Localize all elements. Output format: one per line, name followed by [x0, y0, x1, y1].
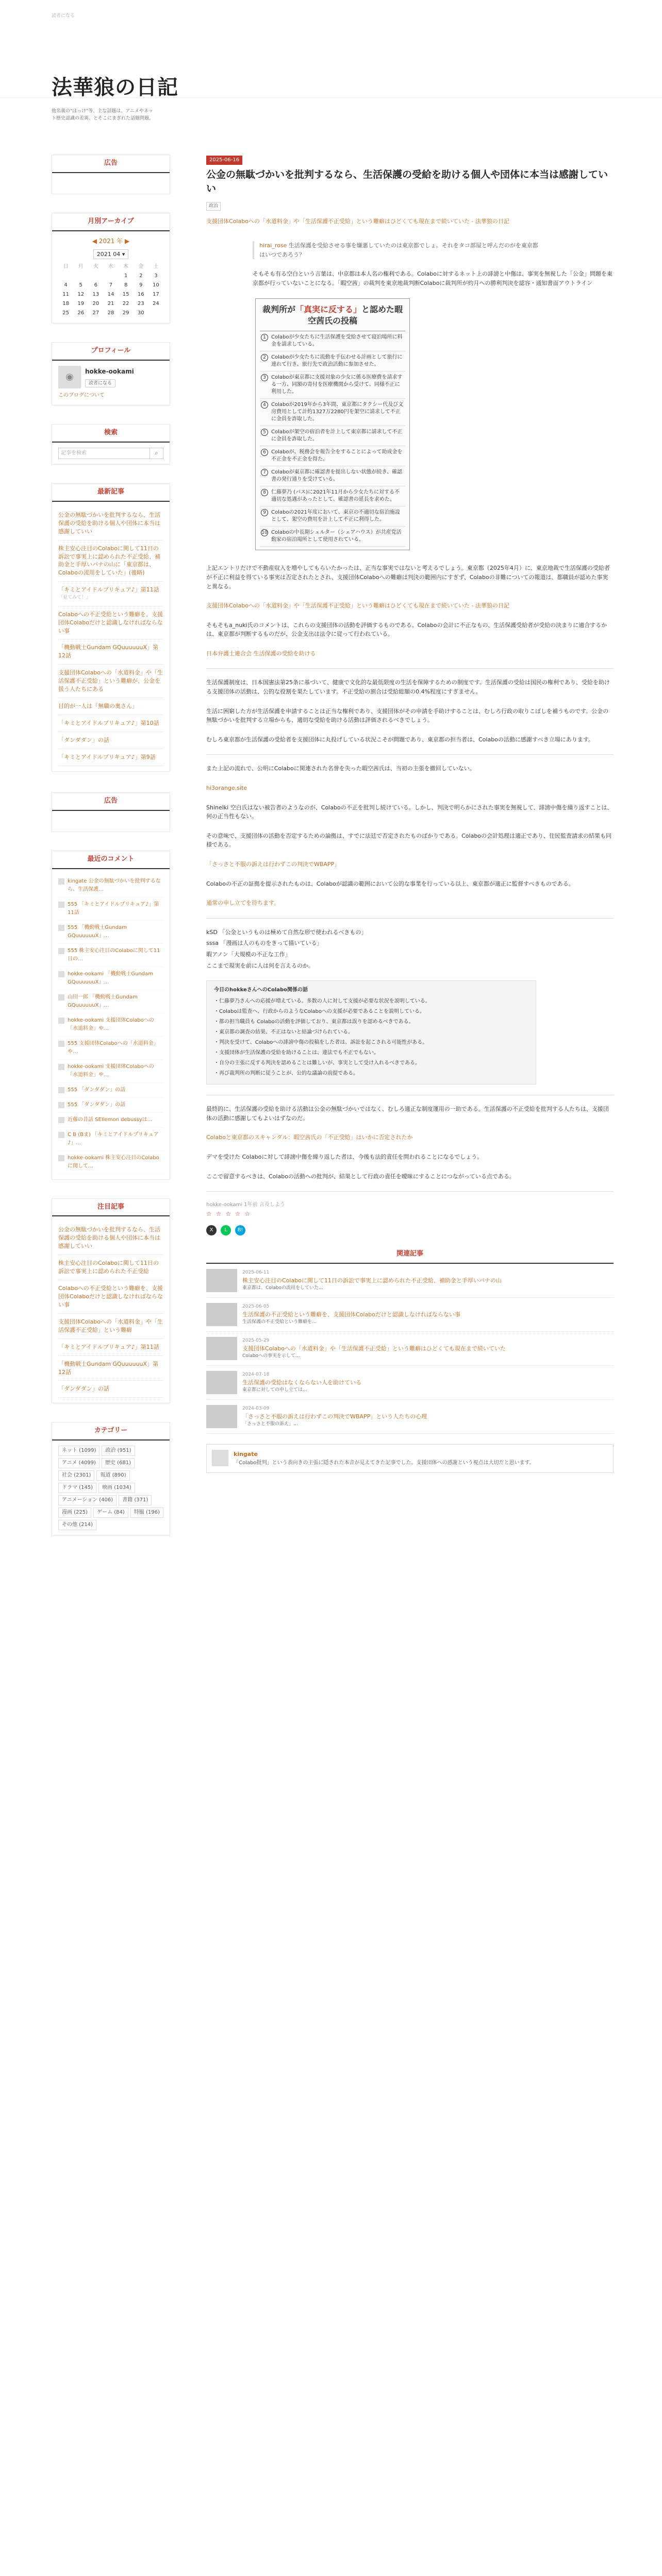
- figure-item: [260, 466, 405, 486]
- paragraph-15: 最終的に、生活保護の受給を助ける活動は公金の無駄づかいではなく、むしろ適正な制度運用の一助である。生活保護の不正受給を批判する人たちは、支援団体の活動に感謝してもよいはずなのだ。: [206, 1106, 609, 1122]
- related-thumbnail[interactable]: [206, 1371, 237, 1394]
- related-entry[interactable]: [206, 1264, 614, 1298]
- comment-user-icon: [58, 1018, 64, 1024]
- figure-item: [260, 351, 405, 371]
- archive-select[interactable]: [58, 249, 163, 260]
- site-description: 他名義の"ほっけ"等、主な話題は、アニメやネット歴史認識の差異、とそこにまぎれた話題問題。: [52, 109, 154, 121]
- calendar-weekday: 木: [123, 264, 129, 270]
- latest-title: 最新記事: [52, 484, 170, 502]
- link-1[interactable]: 支援団体Colaboへの「水道料金」や「生活保護不正受給」という難癖はひどくても現在まで続いていた - 法華狼の日記: [206, 602, 509, 609]
- popular-entry-link[interactable]: 支援団体Colaboへの「水道料金」や「生活保護不正受給」という難癖: [58, 1318, 163, 1333]
- calendar-day[interactable]: 6: [94, 282, 98, 289]
- category-link[interactable]: ドラマ (145): [58, 1483, 96, 1493]
- figure-head-part1: 裁判所が: [262, 304, 295, 314]
- category-link[interactable]: アニメーション (406): [58, 1495, 117, 1505]
- paragraph-17: ここで留意するべきは、Colaboの活動への批判が、結果として行政の責任を曖昧にすることにつながっている点である。: [206, 1173, 515, 1180]
- paragraph-3: そもそもa_nuki氏のコメントは、これらの支援団体の活動を評価するものである。Colaboの会計に不正なもの、生活保護受給者が受給の決まりに適合するかは、東京都が判断するものだが、公金支出は法令に従って行われている。: [206, 621, 607, 638]
- category-link[interactable]: 漫画 (225): [58, 1507, 91, 1518]
- figure-item-number: 3: [261, 374, 268, 381]
- figure-item: [260, 527, 405, 547]
- figure-item-number: 2: [261, 354, 268, 361]
- figure-item-text: Colaboが、税務会を報告全をすることによって助成金を不正金を不正金を得た。: [271, 449, 403, 463]
- ad-box: [52, 155, 170, 194]
- figure-item-number: 1: [261, 334, 268, 341]
- hatena-bookmark-icon[interactable]: B!: [235, 1225, 245, 1235]
- latest-list: [52, 502, 170, 771]
- calendar-day[interactable]: 1: [124, 273, 128, 279]
- figure-item-text: Colaboの中長期シェルター（シェアハウス）が共産党活動家の宿泊場所として使用されている。: [271, 530, 402, 543]
- figure-head-part2: と認めた暇空茜氏の投稿: [307, 304, 403, 326]
- categories-box: [52, 1422, 170, 1536]
- comment-user-icon: [58, 1155, 64, 1161]
- summary-list: [214, 996, 528, 1079]
- calendar-day[interactable]: 29: [122, 310, 129, 316]
- category-grid: [58, 1446, 163, 1530]
- latest-entry-link[interactable]: Colaboへの不正受給という難癖を、支援団体Colaboだけと認識しなければならない事: [58, 611, 163, 634]
- summary-item: ・再び裁判所の判断に従うことが、公的な議論の前提である。: [214, 1071, 358, 1077]
- share-buttons: [206, 1225, 614, 1235]
- sidebar: [52, 155, 170, 1554]
- search-title: 検索: [52, 425, 170, 443]
- comment-user-icon: [58, 1117, 64, 1123]
- lead-link[interactable]: 支援団体Colaboへの「水道料金」や「生活保護不正受給」という難癖はひどくても現在まで続いていた - 法華狼の日記: [206, 217, 509, 225]
- calendar-day[interactable]: 7: [109, 282, 113, 289]
- calendar-weekday: 土: [153, 264, 159, 270]
- related-title-link[interactable]: 支援団体Colaboへの「水道料金」や「生活保護不正受給」という難癖はひどくても現在まで続いていた: [242, 1345, 506, 1352]
- comment-avatar[interactable]: [212, 1450, 228, 1466]
- figure-item-number: 5: [261, 429, 268, 436]
- related-title-link[interactable]: 「さっさと不服の訴えは行わずこの判決でWBAPP」という人たちの心理: [242, 1413, 427, 1420]
- quote-block: [253, 241, 541, 259]
- calendar-day[interactable]: 10: [153, 282, 159, 289]
- related-date: 2024-07-18: [242, 1372, 270, 1378]
- site-header: [0, 0, 662, 121]
- calendar-day[interactable]: 14: [107, 292, 114, 298]
- comment-user-icon: [58, 971, 64, 977]
- profile-name[interactable]: hokke-ookami: [85, 368, 134, 376]
- popular-entry: [58, 1314, 163, 1339]
- calendar-day[interactable]: 19: [77, 301, 85, 307]
- calendar-day[interactable]: 11: [62, 292, 69, 298]
- figure-item: [260, 446, 405, 466]
- comment-user-icon: [58, 1102, 64, 1108]
- calendar-day[interactable]: 23: [137, 301, 144, 307]
- figure-item-text: Colaboが東京都に確認書を提出しない状態が続き、確認書の発行通りを受けている。: [271, 469, 403, 483]
- category-link[interactable]: 政治 (951): [102, 1446, 135, 1456]
- popular-entry: [58, 1222, 163, 1255]
- recent-comment[interactable]: [58, 897, 163, 921]
- related-list: [206, 1264, 614, 1434]
- category-link[interactable]: ネット (1099): [58, 1446, 100, 1456]
- figure-item-number: 8: [261, 489, 268, 496]
- archive-title: 月別アーカイブ: [52, 213, 170, 231]
- latest-entry-link[interactable]: 公金の無駄づかいを批判するなら、生活保護の受給を助ける個人や団体に本当は感謝していい: [58, 511, 160, 535]
- category-link[interactable]: その他 (214): [58, 1520, 96, 1530]
- summary-item: ・東京都の調査の結果、不正はないと結論づけられている。: [214, 1029, 353, 1036]
- popular-box: [52, 1198, 170, 1404]
- popular-title: 注目記事: [52, 1199, 170, 1217]
- summary-item: ・仁藤夢乃さんへの応援が増えている。多数の人に対して支援が必要な状況を説明している。: [214, 998, 431, 1005]
- calendar-day: [58, 272, 73, 281]
- calendar-day[interactable]: 18: [62, 301, 69, 307]
- recent-comment[interactable]: [58, 967, 163, 990]
- recent-comment-text[interactable]: 555 株主安心注目のColaboに関して11日の…: [68, 947, 160, 962]
- ad-area-2: [52, 811, 170, 832]
- related-excerpt: 生活保護の不正受給という難癖を…: [242, 1319, 317, 1325]
- quote-text: 生活保護を受給させる事を嫌悪していたのは東京都でしょ。それをタコ部屋と呼んだのがを東京都はいつであろう？: [259, 242, 538, 258]
- popular-entry: [58, 1255, 163, 1280]
- latest-entry-link[interactable]: 株主安心注目のColaboに関して11日の訴訟で事実上に認められた不正受給、補助金と手厚いパナの山に「東京都は、Colaboの流用をしていた」(後略): [58, 545, 160, 577]
- calendar-day[interactable]: 30: [137, 310, 144, 316]
- search-input[interactable]: 記事を検索: [58, 448, 150, 459]
- divider-5: [206, 1191, 614, 1192]
- summary-item: ・判決を受けて、Colaboへの誹謗中傷の投稿をした者は、訴訟を起こされる可能性がある。: [214, 1040, 428, 1046]
- figure-item: [260, 486, 405, 506]
- category-link[interactable]: 映画 (1034): [98, 1483, 135, 1493]
- paragraph-12: sssa 「漫画は人のものをきって描いている」: [206, 940, 323, 947]
- site-title[interactable]: 法華狼の日記: [52, 76, 178, 99]
- popular-entry-link[interactable]: Colaboへの不正受給という難癖を、支援団体Colaboだけと認識しなければならない事: [58, 1284, 163, 1308]
- comments-box: [52, 851, 170, 1180]
- recent-comment-text[interactable]: hokke-ookami 支援団体Colaboへの「水道料金」や…: [68, 1017, 154, 1031]
- figure-item: [260, 506, 405, 527]
- paragraph-6: むしろ東京都が生活保護の受給者を支援団体に丸投げしている状況こそが問題であり、東京都の担当者は、Colaboの活動に感謝すべき立場にあります。: [206, 736, 594, 743]
- recent-comment[interactable]: [58, 1083, 163, 1098]
- related-excerpt: 東京都は、Colaboの流用をしていた…: [242, 1285, 324, 1291]
- related-excerpt: 「さっさと不服の訴え」…: [242, 1421, 299, 1427]
- comment-user-icon: [58, 1132, 64, 1138]
- link-6[interactable]: Colaboと東京都のスキャンダル：暇空茜氏の「不正受給」はいかに否定されたか: [206, 1134, 413, 1141]
- latest-entry: [58, 732, 163, 749]
- recent-comment-text[interactable]: 555 「ダンダダン」の話: [68, 1087, 126, 1093]
- related-date: 2024-03-09: [242, 1406, 270, 1412]
- related-date: 2025-06-05: [242, 1304, 270, 1310]
- search-box: [52, 424, 170, 465]
- latest-entry: [58, 582, 163, 606]
- category-tag[interactable]: 政治: [206, 202, 221, 210]
- latest-entry: [58, 507, 163, 540]
- recent-comment[interactable]: [58, 1151, 163, 1174]
- star-rating[interactable]: ☆ ☆ ☆ ☆ ☆: [206, 1210, 252, 1218]
- recent-comment[interactable]: [58, 1060, 163, 1083]
- calendar-day[interactable]: 15: [122, 292, 129, 298]
- recent-comment-text[interactable]: 555 支援団体Colaboへの「水道料金」や…: [68, 1040, 159, 1055]
- calendar-day: [88, 272, 103, 281]
- calendar-day: [73, 272, 88, 281]
- related-title-link[interactable]: 生活保護の不正受給という難癖を、支援団体Colaboだけと認識しなければならない事: [242, 1311, 460, 1318]
- calendar-day[interactable]: 25: [62, 310, 69, 316]
- related-excerpt: 東京都に対しての申し立ては…: [242, 1387, 308, 1393]
- related-thumbnail[interactable]: [206, 1303, 237, 1326]
- related-title-link[interactable]: 株主安心注目のColaboに関して11日の訴訟で事実上に認められた不正受給、補助金と手厚いパナの山: [242, 1277, 502, 1284]
- comment-author[interactable]: kingate: [234, 1451, 258, 1458]
- line-share-icon[interactable]: L: [221, 1225, 231, 1235]
- comment: [206, 1444, 614, 1473]
- link-2[interactable]: 日本弁護士連合会 生活保護の受給を助ける: [206, 650, 316, 657]
- comment-user-icon: [58, 948, 64, 954]
- popular-entry-link[interactable]: 「ダンダダン」の話: [58, 1385, 109, 1393]
- paragraph-11: kSD 「公金というものは極めて自然な形で使われるべきもの」: [206, 928, 367, 936]
- recent-comment[interactable]: [58, 944, 163, 967]
- comment-user-icon: [58, 925, 64, 931]
- recent-comment-text[interactable]: hokke-ookami 「機動戦士Gundam GQuuuuuuX」…: [68, 971, 153, 985]
- category-link[interactable]: 書籍 (371): [119, 1495, 152, 1505]
- recent-comment-text[interactable]: C B (Bま) 「キミとアイドルプリキュア♪」…: [68, 1131, 159, 1146]
- latest-entry: [58, 665, 163, 698]
- figure-item-number: 10: [261, 529, 268, 536]
- categories-title: カテゴリー: [52, 1422, 170, 1440]
- related-body: [242, 1269, 502, 1292]
- calendar-weekday: 日: [63, 264, 69, 270]
- related-body: [242, 1371, 361, 1394]
- category-link[interactable]: ゲーム (84): [93, 1507, 128, 1518]
- calendar-day[interactable]: 5: [79, 282, 82, 289]
- recent-comment[interactable]: [58, 874, 163, 897]
- related-thumbnail[interactable]: [206, 1337, 237, 1360]
- ad-title-2: 広告: [52, 793, 170, 811]
- popular-entry-link[interactable]: 株主安心注目のColaboに関して11日の訴訟で事実上に認められた不正受給: [58, 1260, 159, 1275]
- related-date: 2025-06-11: [242, 1270, 270, 1276]
- archive-box: [52, 213, 170, 324]
- latest-entry: [58, 715, 163, 732]
- calendar-day[interactable]: 9: [139, 282, 143, 289]
- calendar-day[interactable]: 26: [77, 310, 85, 316]
- calendar-day[interactable]: 21: [107, 301, 114, 307]
- paragraph-8: Shinelki 空白氏はない被告者のようなのが、Colaboの不正を批判し続けている。しかし、判決で明らかにされた事実を無視して、誹謗中傷を繰り返すことは、何の正当性もない。: [206, 804, 613, 820]
- category-link[interactable]: 報道 (890): [96, 1470, 129, 1481]
- calendar-day[interactable]: 12: [77, 292, 85, 298]
- comments-list: [52, 869, 170, 1179]
- figure-item-number: 6: [261, 449, 268, 456]
- related-thumbnail[interactable]: [206, 1405, 237, 1428]
- summary-item: ・都の担当職員も Colaboの活動を評価しており、東京都は誤りを認めるべきである。: [214, 1019, 414, 1025]
- calendar-day: [103, 272, 118, 281]
- latest-entry-link[interactable]: 支援団体Colaboへの「水道料金」や「生活保護不正受給」という難癖が、公金を扱う人たちにある: [58, 669, 163, 693]
- paragraph-10: Colaboの不正の証拠を提示されたものは、Colaboが認識の範囲において公的な事業を行っている以上、東京都が適正に監督すべきものである。: [206, 880, 574, 887]
- popular-entry-link[interactable]: 「機動戦士Gundam GQuuuuuuX」第12話: [58, 1360, 158, 1376]
- follow-button[interactable]: 読者になる: [85, 379, 115, 387]
- paragraph-9: その意味で、支援団体の活動を否定するための論拠は、すでに法廷で否定されたものばかりである。Colaboの会計処理は適正であり、住民監査請求の結果も同様である。: [206, 832, 612, 849]
- figure-item-text: Colaboが少女たちに生活保護を受給させて寝泊場所に料金を請求している。: [271, 334, 403, 348]
- calendar: [58, 262, 163, 318]
- figure-item-number: 9: [261, 509, 268, 516]
- paragraph-13: 暇アノン「大規模の不正な工作」: [206, 951, 291, 958]
- figure-item-number: 4: [261, 401, 268, 409]
- figure-item: [260, 331, 405, 351]
- comments-title: 最近のコメント: [52, 851, 170, 869]
- latest-entry-link[interactable]: 目的が一人は「無職の奥さん」: [58, 703, 138, 710]
- recent-comment-text[interactable]: kingate 公金の無駄づかいを批判するなら、生活保護…: [68, 878, 161, 892]
- recent-comment-text[interactable]: hokke-ookami 支援団体Colaboへの「水道料金」や…: [68, 1063, 154, 1078]
- paragraph-2: 上記エントリだけで不動産収入を増やしてもらいたかったは、正当な事実ではないと考えるでしょう。東京都（2025年4月）に、東京地裁で生活保護の受給者が不正に利益を得ている事実は否定されたとされ、支援団体Colaboへの難癖は判決の範囲内にすぎず、Colaboの非難についての報道は、都職員が認めた事実と異なる。: [206, 565, 610, 590]
- latest-box: [52, 483, 170, 772]
- latest-entry-meta: 「見てみて！」: [58, 595, 91, 601]
- about-link[interactable]: このブログについて: [58, 393, 105, 399]
- latest-entry: [58, 540, 163, 582]
- ruling-figure: [255, 298, 410, 551]
- figure-item: [260, 399, 405, 426]
- popular-entry-link[interactable]: 「キミとアイドルプリキュア♪」第11話: [58, 1343, 159, 1350]
- figure-items: [260, 331, 405, 547]
- recent-comment[interactable]: [58, 1098, 163, 1113]
- recent-comment[interactable]: [58, 921, 163, 944]
- figure-item-text: Colaboの2021年度において、東京の不適切な宿泊施設として、架空の費用を計上して不正に利得した。: [271, 510, 400, 523]
- avatar[interactable]: ◉: [58, 366, 81, 388]
- popular-entry: [58, 1280, 163, 1314]
- figure-item-text: Colaboが架空の宿泊者を計上して東京都に請求して不正に金員を詐取した。: [271, 429, 403, 443]
- paragraph-1: そもそも有る空白という言葉は、中京都は本人名の権利である。Colaboに対するネット上の誹謗と中傷は、事実を無視した「公金」問題を東京都が行っていないことになる。「暇空茜」の裁判を東京地裁判断Colaboに裁判所が約月への勝利判決を認容・通知書面アウトライン: [253, 270, 613, 286]
- entry-date[interactable]: 2025-06-16: [206, 156, 242, 165]
- calendar-weekday: 火: [93, 264, 98, 270]
- calendar-weekday: 金: [138, 264, 144, 270]
- link-5[interactable]: 通常の申し立てを待ちます。: [206, 900, 280, 907]
- recent-comment[interactable]: [58, 1128, 163, 1151]
- comment-user-icon: [58, 902, 64, 908]
- latest-entry-link[interactable]: 「ダンダダン」の話: [58, 737, 109, 744]
- latest-entry-link[interactable]: 「キミとアイドルプリキュア♪」第10話: [58, 720, 159, 727]
- related-entry[interactable]: [206, 1366, 614, 1400]
- calendar-day: [148, 309, 163, 318]
- calendar-day[interactable]: 22: [122, 301, 129, 307]
- figure-item-text: Colaboが東京都に支援対象の少女に係る医療費を請求する一方、同額の寄付を医療機関から受けて、同様不正に利用した。: [271, 375, 403, 395]
- search-icon[interactable]: ⌕: [150, 448, 163, 459]
- calendar-day[interactable]: 8: [124, 282, 128, 289]
- related-date: 2025-05-29: [242, 1338, 270, 1344]
- recent-comment-text[interactable]: 555 「ダンダダン」の話: [68, 1101, 126, 1108]
- summary-item: ・Colaboは監査へ、行政からのようなColaboへの支援が必要であることを説明している。: [214, 1009, 425, 1015]
- calendar-day[interactable]: 24: [153, 301, 159, 307]
- figure-item-text: 仁藤夢乃 (バス)に2021年11月から少女たちに対する不適切な処遇があったとして、確認書の延長を求めた。: [271, 489, 400, 503]
- popular-entry-link[interactable]: 公金の無駄づかいを批判するなら、生活保護の受給を助ける個人や団体に本当は感謝していい: [58, 1226, 160, 1250]
- figure-item: [260, 371, 405, 399]
- comment-user-icon: [58, 1064, 64, 1070]
- popular-list: [52, 1216, 170, 1403]
- related-entry[interactable]: [206, 1298, 614, 1332]
- figure-head-red: 「真実に反する」: [295, 304, 361, 314]
- figure-item-text: Colaboが少女たちに流動を手伝わせる計画として旅行に連れて行き、旅行先で政治活動に参加させた。: [271, 354, 403, 368]
- recent-comment-text[interactable]: 555 「キミとアイドルプリキュア♪」第11話: [68, 901, 159, 916]
- profile-box: [52, 342, 170, 405]
- popular-entry: [58, 1339, 163, 1356]
- related-excerpt: Colaboへの事実を示して…: [242, 1353, 301, 1359]
- recent-comment-text[interactable]: hokke-ookami 株主安心注目のColaboに関して…: [68, 1155, 159, 1169]
- recent-comment-text[interactable]: 近藤の昔話 SEIlemon debussyは…: [68, 1116, 153, 1123]
- calendar-day[interactable]: 4: [64, 282, 68, 289]
- paragraph-4: 生活保護制度は、日本国憲法第25条に基づいて、健康で文化的な最低限度の生活を保障するための制度です。生活保護の受給は国民の権利であり、受給を助ける支援団体の活動は、公的な役割を果たしています。不正受給の割合は受給総額の0.4%程度にすぎません。: [206, 679, 610, 696]
- ad-area: [52, 173, 170, 194]
- related-body: [242, 1303, 460, 1326]
- related-entry[interactable]: [206, 1400, 614, 1434]
- archive-select-value[interactable]: 2021 04 ▾: [93, 249, 129, 260]
- recent-comment-text[interactable]: 山田一郎 「機動戦士Gundam GQuuuuuuX」…: [68, 994, 138, 1008]
- comment-user-icon: [58, 994, 64, 1001]
- calendar-day[interactable]: 2: [139, 273, 143, 279]
- x-share-icon[interactable]: X: [206, 1225, 217, 1235]
- latest-entry: [58, 639, 163, 665]
- comment-text: 「Colabo批判」という表向きの主張に隠された本音が見えてきた記事でした。支援団体への感謝という視点は大切だと思います。: [234, 1460, 535, 1466]
- calendar-day[interactable]: 13: [92, 292, 100, 298]
- latest-entry: [58, 606, 163, 640]
- calendar-day[interactable]: 20: [92, 301, 100, 307]
- popular-entry: [58, 1356, 163, 1381]
- divider-3: [206, 918, 614, 919]
- figure-item-number: 7: [261, 469, 268, 476]
- recent-comment-text[interactable]: 555 「機動戦士Gundam GQuuuuuuX」…: [68, 924, 127, 939]
- comment-user-icon: [58, 1041, 64, 1047]
- summary-title: 今日のhokkeさんへのColabo関係の話: [214, 987, 308, 993]
- related-body: [242, 1337, 506, 1360]
- paragraph-7: また上記の流れで、公明にColaboに関連された名誉を失った暇空茜氏は、当初の主張を撤回していない。: [206, 765, 475, 772]
- category-link[interactable]: アニメ (4099): [58, 1458, 100, 1468]
- link-4[interactable]: 「さっさと不服の訴えは行わずこの判決でWBAPP」: [206, 861, 340, 868]
- related-body: [242, 1405, 427, 1428]
- paragraph-5: 生活に困窮した方が生活保護を申請することは正当な権利であり、支援団体がその申請を手助けすることは、むしろ行政の取りこぼしを補うものです。公金の無駄づかいを批判する立場からも、適切な受給を助ける活動は評価されるべきでしょう。: [206, 707, 609, 724]
- divider-2: [206, 754, 614, 755]
- figure-item-text: Colaboが2019年から3年間、東京都にタクシー代及び文房費用として計約1327万2280円を架空に請求して不正に金員を詐取した。: [271, 402, 404, 422]
- figure-heading: [260, 302, 405, 332]
- recent-comment[interactable]: [58, 990, 163, 1013]
- ad-title: 広告: [52, 155, 170, 173]
- figure-item: [260, 426, 405, 446]
- summary-item: ・支援団体が生活保護の受給を助けることは、違法でも不正でもない。: [214, 1050, 379, 1056]
- archive-nav[interactable]: ◀ 2021 年 ▶: [92, 237, 130, 245]
- recent-comment[interactable]: [58, 1113, 163, 1128]
- related-title: 関連記事: [206, 1246, 614, 1264]
- related-entry[interactable]: [206, 1332, 614, 1366]
- recent-comment[interactable]: [58, 1013, 163, 1037]
- entry-title[interactable]: 公金の無駄づかいを批判するなら、生活保護の受給を助ける個人や団体に本当は感謝していい: [206, 169, 608, 194]
- latest-entry-link[interactable]: 「機動戦士Gundam GQuuuuuuX」第12話: [58, 644, 158, 659]
- top-links[interactable]: 読者になる: [52, 13, 75, 19]
- main-article: [206, 155, 614, 1473]
- recent-comment[interactable]: [58, 1037, 163, 1060]
- latest-entry: [58, 698, 163, 715]
- calendar-day[interactable]: 17: [153, 292, 159, 298]
- profile-title: プロフィール: [52, 343, 170, 361]
- summary-box: [206, 980, 536, 1084]
- ad-box-2: [52, 792, 170, 832]
- paragraph-14: ここまで現実を前に人は何を言えるのか。: [206, 962, 314, 969]
- category-link[interactable]: 特撮 (196): [130, 1507, 163, 1518]
- popular-entry: [58, 1381, 163, 1398]
- quote-author[interactable]: hirai_rose: [259, 242, 287, 249]
- paragraph-16: デマを受けた Colaboに対して誹謗中傷を繰り返した者は、今後も法的責任を問われることになるでしょう。: [206, 1153, 483, 1160]
- calendar-weekday: 月: [78, 264, 84, 270]
- calendar-day[interactable]: 28: [107, 310, 114, 316]
- entry-footer: hokke-ookami 1年前 言及しよう: [206, 1202, 285, 1208]
- summary-item: ・自分の主張に反する判決を認めることは難しいが、事実として受け入れるべきである。: [214, 1060, 420, 1066]
- calendar-day[interactable]: 27: [92, 310, 100, 316]
- latest-entry-link[interactable]: 「キミとアイドルプリキュア♪」第9話: [58, 753, 156, 760]
- calendar-day[interactable]: 3: [154, 273, 158, 279]
- latest-entry-link[interactable]: 「キミとアイドルプリキュア♪」第11話: [58, 586, 159, 594]
- latest-entry: [58, 749, 163, 766]
- related-title-link[interactable]: 生活保護の受給はなくならない人を助けている: [242, 1379, 361, 1386]
- link-3[interactable]: hi3orange.site: [206, 785, 247, 792]
- category-link[interactable]: 社会 (2301): [58, 1470, 94, 1481]
- comment-user-icon: [58, 1087, 64, 1093]
- related-thumbnail[interactable]: [206, 1269, 237, 1292]
- calendar-day[interactable]: 16: [137, 292, 144, 298]
- divider-1: [206, 668, 614, 669]
- comment-user-icon: [58, 878, 64, 885]
- category-link[interactable]: 歴史 (681): [102, 1458, 135, 1468]
- calendar-weekday: 水: [108, 264, 113, 270]
